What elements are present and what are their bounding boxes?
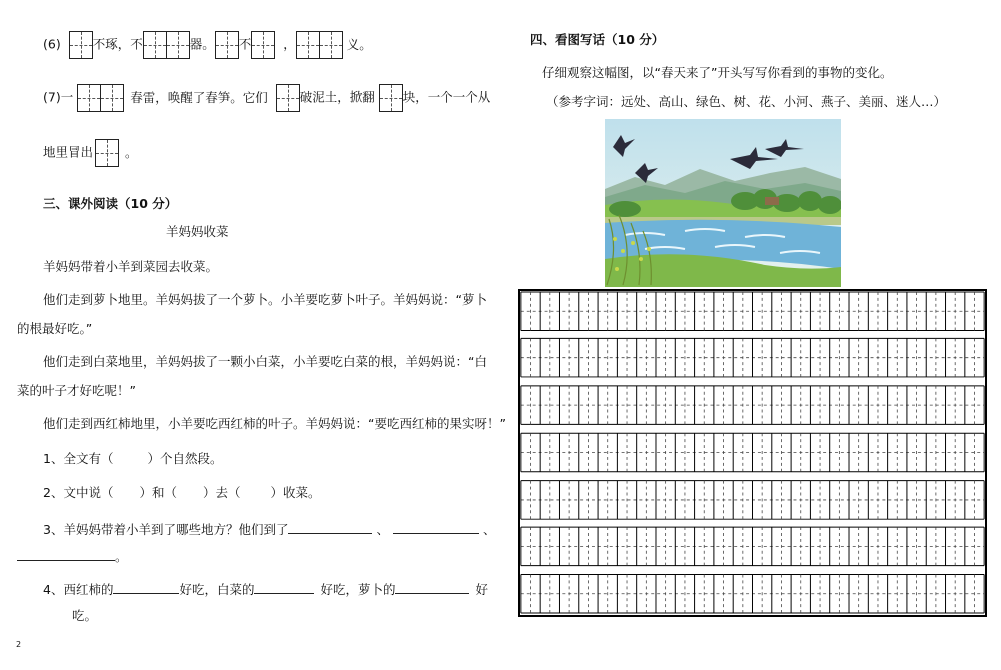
section3-heading: 三、课外阅读（10 分） [43,196,178,211]
question-3-cont [17,546,128,566]
char-box[interactable] [379,84,403,112]
q7-line [43,84,490,112]
q3-text: 。 [115,549,128,564]
q3-text: 3、羊妈妈带着小羊到了哪些地方？他们到了 [43,522,289,537]
q6-text: 不 [238,36,252,52]
q4-text: 好吃，白菜的 [179,582,255,597]
q3-text: 、 [482,522,496,537]
q7-text: 块，一个一个从 [402,89,491,105]
q3-text: 、 [376,522,389,537]
paragraph-2-cont: 的根最好吃。” [17,321,93,336]
answer-line[interactable] [288,519,372,534]
q7-line-2 [43,139,138,167]
char-box[interactable] [143,31,167,59]
q6-text: 器。 [189,36,215,52]
question-1 [43,450,222,468]
q2-text: ）和（ [139,485,177,500]
q7-text: 破泥土，掀翻 [299,89,375,105]
question-4-cont: 吃。 [72,608,98,623]
q1-text: 1、全文有（ [43,451,114,466]
q6-text: 义。 [346,36,372,52]
q6-number: (6) [43,36,61,52]
q2-text: ）去（ [202,485,241,500]
q7-text: 春雷，唤醒了春笋。它们 [130,89,268,105]
q2-text: 2、文中说（ [43,485,114,500]
instruction: 仔细观察这幅图，以“春天来了”开头写写你看到的事物的变化。 [542,65,893,80]
char-box[interactable] [215,31,239,59]
q7-text: 地里冒出 [43,144,94,160]
question-2 [43,484,321,502]
q2-text: ）收菜。 [270,485,321,500]
q4-text: 好吃，萝卜的 [320,582,396,597]
answer-line[interactable] [113,579,179,594]
char-box[interactable] [69,31,93,59]
char-box[interactable] [296,31,320,59]
char-box[interactable] [166,31,190,59]
paragraph-3-cont: 菜的叶子才好吃呢！” [17,383,136,398]
writing-grid[interactable] [518,289,987,617]
question-3 [43,519,496,539]
q7-text: 。 [125,144,138,160]
char-box[interactable] [319,31,343,59]
q6-line [43,31,372,59]
section4-heading: 四、看图写话（10 分） [530,32,665,47]
answer-line[interactable] [17,546,115,561]
paragraph-1: 羊妈妈带着小羊到菜园去收菜。 [43,259,219,274]
paragraph-3: 他们走到白菜地里，羊妈妈拔了一颗小白菜，小羊要吃白菜的根，羊妈妈说：“白 [43,354,487,369]
char-box[interactable] [100,84,124,112]
char-box[interactable] [276,84,300,112]
paragraph-2: 他们走到萝卜地里。羊妈妈拔了一个萝卜。小羊要吃萝卜叶子。羊妈妈说：“萝卜 [43,292,487,307]
story-title: 羊妈妈收菜 [166,224,229,239]
q4-text: 4、西红柿的 [43,582,114,597]
question-4 [43,579,488,599]
q1-text: ）个自然段。 [147,451,223,466]
char-box[interactable] [95,139,119,167]
page-number: 2 [16,640,22,649]
q7-number: (7)一 [43,89,74,105]
paragraph-4: 他们走到西红柿地里，小羊要吃西红柿的叶子。羊妈妈说：“要吃西红柿的果实呀！” [43,416,506,431]
char-box[interactable] [251,31,275,59]
q6-text: 不琢，不 [92,36,143,52]
answer-line[interactable] [254,579,314,594]
answer-line[interactable] [395,579,469,594]
reference-words: （参考字词：远处、高山、绿色、树、花、小河、燕子、美丽、迷人…） [546,94,947,109]
char-box[interactable] [77,84,101,112]
q4-text: 好 [475,582,488,597]
q6-text: ， [283,36,296,52]
answer-line[interactable] [393,519,479,534]
spring-river-swallows-illustration [605,119,841,287]
